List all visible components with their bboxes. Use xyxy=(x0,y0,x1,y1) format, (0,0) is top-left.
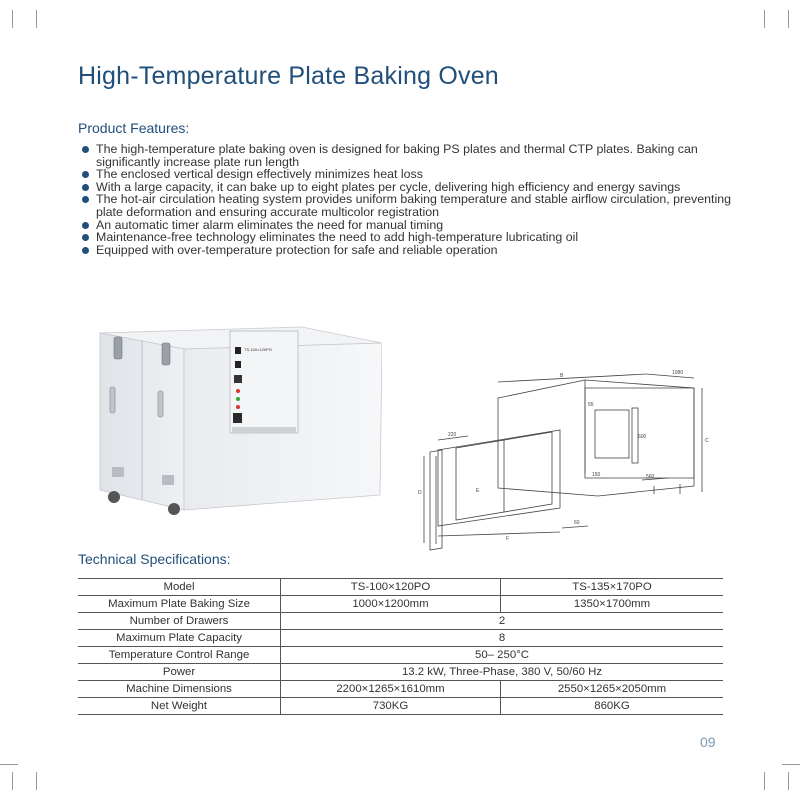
row-label: Maximum Plate Baking Size xyxy=(78,596,281,613)
features-list xyxy=(80,143,740,256)
features-heading: Product Features: xyxy=(78,120,190,136)
row-label: Power xyxy=(78,664,281,681)
dim-label-150: 150 xyxy=(592,472,601,478)
header-cell-model-a: TS-100×120PO xyxy=(281,579,501,596)
dim-label-55: 55 xyxy=(588,402,594,408)
row-value: 50– 250°C xyxy=(281,647,724,664)
table-row xyxy=(78,681,723,698)
dim-label-f: F xyxy=(506,536,510,542)
table-row xyxy=(78,664,723,681)
panel-model-label: TS-100×120PO xyxy=(244,347,272,352)
dim-label-600: 600 xyxy=(638,434,647,440)
page-number: 09 xyxy=(700,734,716,750)
header-cell-label: Model xyxy=(78,579,281,596)
feature-item: Maintenance-free technology eliminates the need to add high-temperature lubricating oil xyxy=(80,231,740,244)
specs-table xyxy=(78,578,723,715)
dim-label-1080: 1080 xyxy=(672,370,684,376)
table-header-row xyxy=(78,579,723,596)
table-row xyxy=(78,613,723,630)
row-value-b: 1350×1700mm xyxy=(501,596,724,613)
table-row xyxy=(78,647,723,664)
row-label: Number of Drawers xyxy=(78,613,281,630)
dim-label-c: C xyxy=(705,438,709,444)
feature-item: With a large capacity, it can bake up to eight plates per cycle, delivering high efficiency and energy savings xyxy=(80,181,740,194)
specs-heading: Technical Specifications: xyxy=(78,551,231,567)
row-label: Machine Dimensions xyxy=(78,681,281,698)
row-label: Net Weight xyxy=(78,698,281,715)
row-value-a: 730KG xyxy=(281,698,501,715)
page-title: High-Temperature Plate Baking Oven xyxy=(78,62,499,90)
dim-label-b: B xyxy=(560,373,564,379)
row-value: 13.2 kW, Three-Phase, 380 V, 50/60 Hz xyxy=(281,664,724,681)
table-row xyxy=(78,596,723,613)
dim-label-d: D xyxy=(418,490,422,496)
row-value: 8 xyxy=(281,630,724,647)
row-value-b: 2550×1265×2050mm xyxy=(501,681,724,698)
dim-label-e: E xyxy=(476,488,480,494)
feature-item: Equipped with over-temperature protection for safe and reliable operation xyxy=(80,244,740,257)
dim-label-60: 60 xyxy=(574,520,580,526)
dim-label-220: 220 xyxy=(448,432,457,438)
oven-product-photo xyxy=(92,325,382,525)
row-label: Maximum Plate Capacity xyxy=(78,630,281,647)
row-value-b: 860KG xyxy=(501,698,724,715)
row-value-a: 1000×1200mm xyxy=(281,596,501,613)
oven-technical-drawing xyxy=(410,368,715,558)
row-value: 2 xyxy=(281,613,724,630)
feature-item: The high-temperature plate baking oven is designed for baking PS plates and thermal CTP plates. Baking can significantly increase plate run length xyxy=(80,143,740,168)
table-row xyxy=(78,698,723,715)
header-cell-model-b: TS-135×170PO xyxy=(501,579,724,596)
row-label: Temperature Control Range xyxy=(78,647,281,664)
feature-item: An automatic timer alarm eliminates the need for manual timing xyxy=(80,219,740,232)
feature-item: The enclosed vertical design effectively minimizes heat loss xyxy=(80,168,740,181)
feature-item: The hot-air circulation heating system provides uniform baking temperature and stable airflow circulation, preventing plate deformation and ensuring accurate multicolor registration xyxy=(80,193,740,218)
dim-label-560: 560 xyxy=(646,474,655,480)
table-row xyxy=(78,630,723,647)
row-value-a: 2200×1265×1610mm xyxy=(281,681,501,698)
